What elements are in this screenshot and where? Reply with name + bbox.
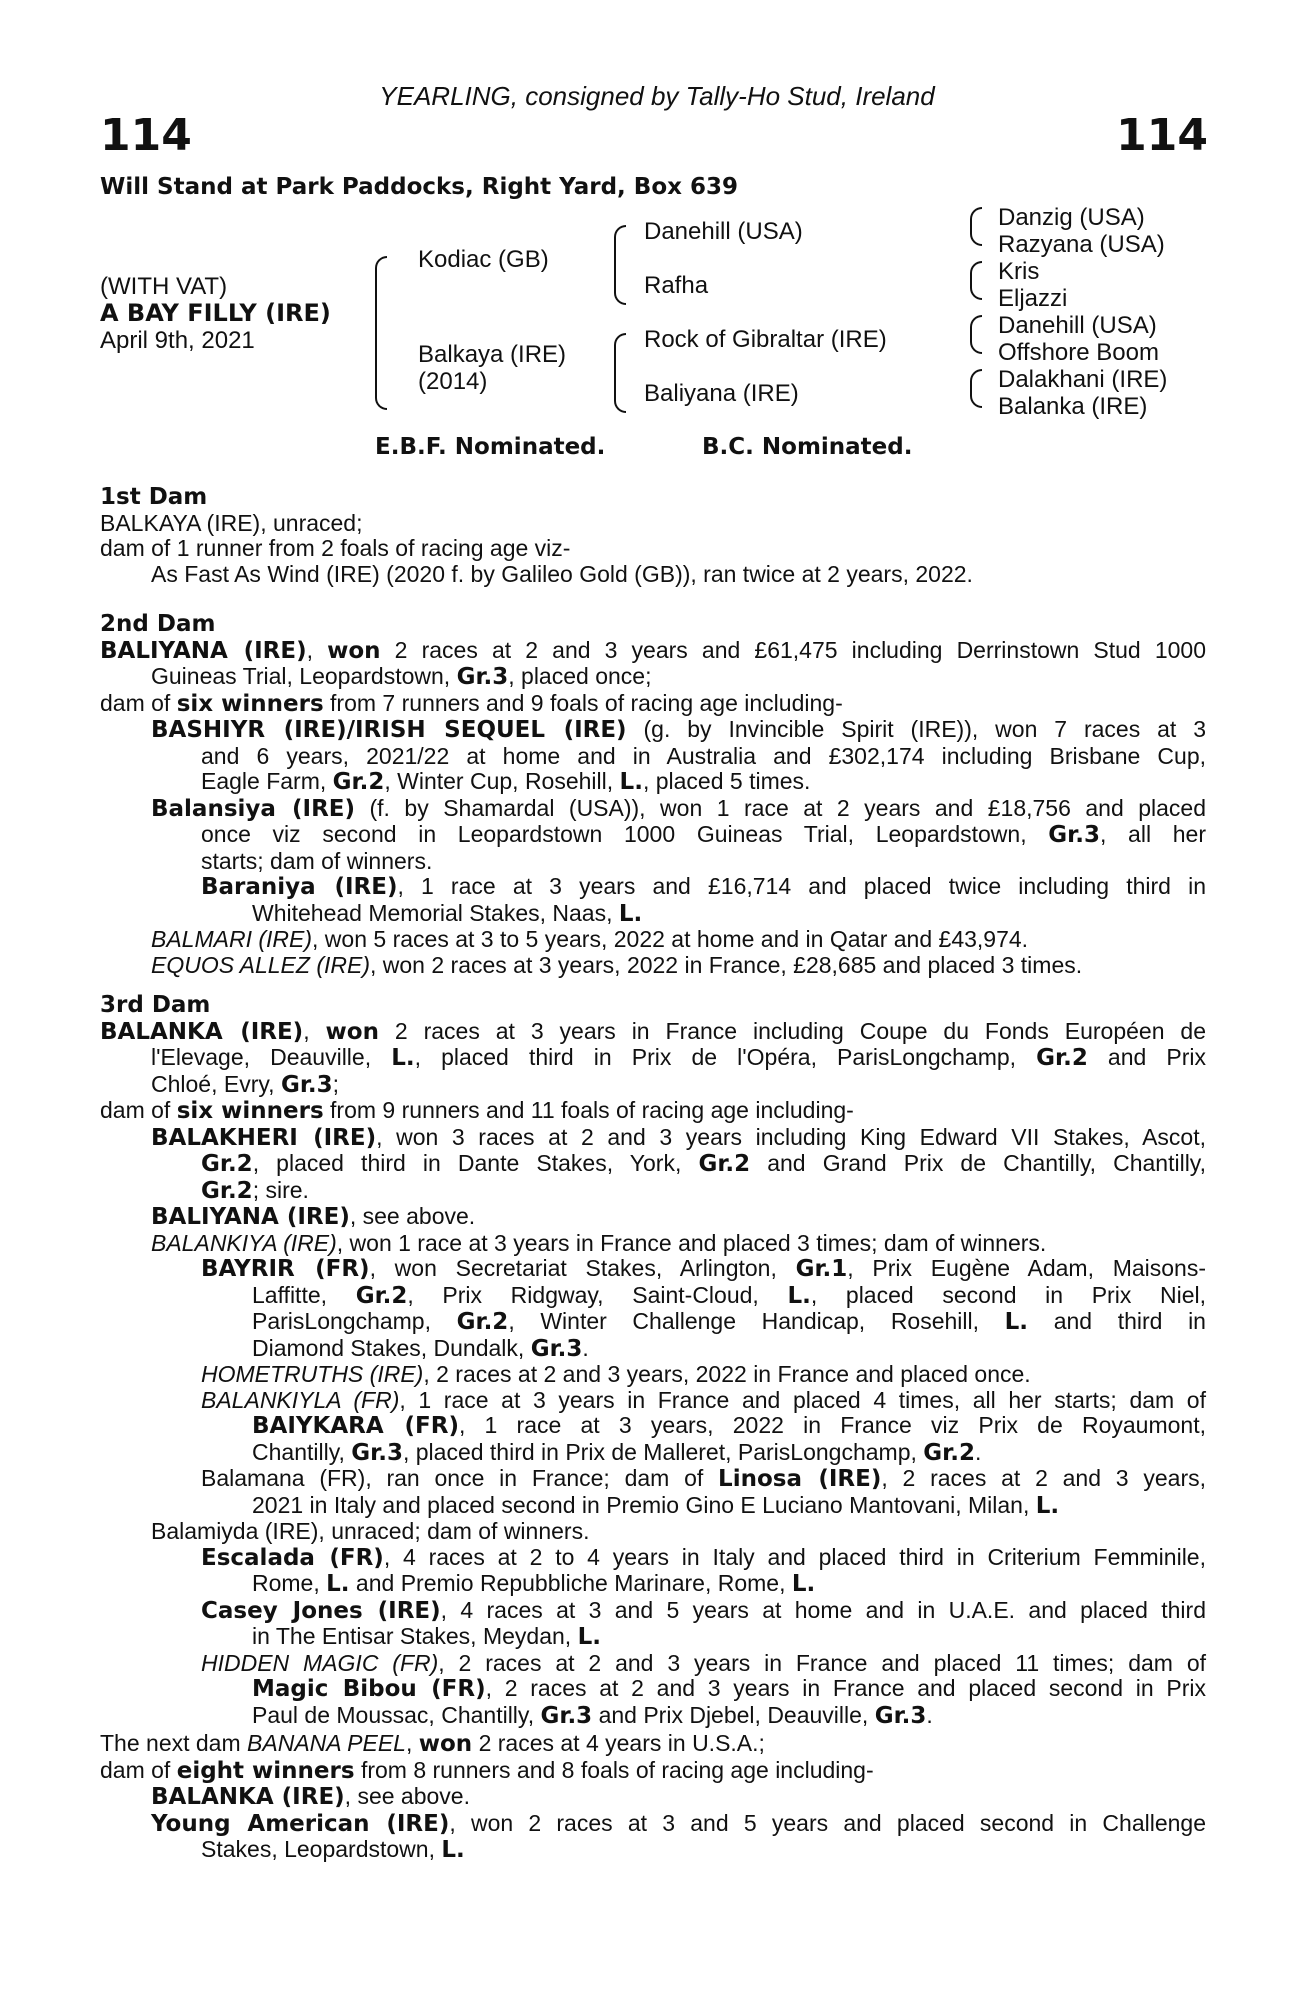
second-dam-line: BALIYANA (IRE), won 2 races at 2 and 3 years and £61,475 including Derrinstown Stud 1000: [100, 636, 1206, 664]
second-dam-line: BASHIYR (IRE)/IRISH SEQUEL (IRE) (g. by Invincible Spirit (IRE)), won 7 races at 3: [151, 716, 1206, 743]
third-dam-section: [100, 993, 1206, 1729]
vat-label: (WITH VAT): [100, 273, 228, 300]
pedigree-g2-3: Rock of Gibraltar (IRE): [644, 326, 887, 353]
pedigree-g3-8: Balanka (IRE): [998, 393, 1148, 420]
second-dam-line: once viz second in Leopardstown 1000 Guineas Trial, Leopardstown, Gr.3, all her: [201, 821, 1206, 848]
horse-name: BALAKHERI (IRE): [151, 1124, 377, 1151]
text-line: BALANKA (IRE), see above.: [151, 1783, 470, 1810]
text-line: Balamiyda (IRE), unraced; dam of winners.: [151, 1518, 590, 1544]
first-dam-section: [100, 485, 1206, 587]
horse-name: BALANKA (IRE): [151, 1784, 345, 1810]
pedigree-g3-7: Dalakhani (IRE): [998, 366, 1168, 393]
text-line: Gr.2; sire.: [201, 1176, 309, 1204]
pedigree-g3-5: Danehill (USA): [998, 312, 1157, 339]
text-line: Magic Bibou (FR), 2 races at 2 and 3 years in France and placed second in Prix: [252, 1675, 1206, 1702]
pedigree-g3-3: Kris: [998, 258, 1040, 285]
horse-name: Baraniya (IRE): [201, 874, 398, 900]
first-dam-line: dam of 1 runner from 2 foals of racing age viz-: [100, 535, 571, 561]
text-line: HIDDEN MAGIC (FR), 2 races at 2 and 3 years in France and placed 11 times; dam of: [201, 1649, 1206, 1676]
pedigree-brace-g3-4: [970, 369, 982, 408]
text-line: l'Elevage, Deauville, L., placed third in Prix de l'Opéra, ParisLongchamp, Gr.2 and Prix: [151, 1044, 1206, 1071]
pedigree-sire: Kodiac (GB): [418, 246, 549, 273]
lot-number-left: 114: [100, 110, 192, 161]
pedigree-brace-sire: [614, 225, 626, 305]
horse-name: A BAY FILLY (IRE): [100, 299, 331, 327]
text-line: Diamond Stakes, Dundalk, Gr.3.: [252, 1334, 589, 1362]
stand-location: Will Stand at Park Paddocks, Right Yard, Box 639: [100, 174, 738, 200]
first-dam-produce: As Fast As Wind (IRE) (2020 f. by Galileo Gold (GB)), ran twice at 2 years, 2022.: [151, 560, 973, 587]
second-dam-section: [100, 612, 1206, 978]
text-line: HOMETRUTHS (IRE), 2 races at 2 and 3 years, 2022 in France and placed once.: [201, 1361, 1031, 1387]
horse-name: Balansiya (IRE): [151, 795, 356, 822]
consignment-line: YEARLING, consigned by Tally-Ho Stud, Ireland: [379, 81, 935, 111]
next-dam-section: [100, 1731, 1206, 1864]
pedigree-g3-2: Razyana (USA): [998, 231, 1165, 258]
pedigree-brace-g3-3: [970, 315, 982, 354]
foaling-date: April 9th, 2021: [100, 327, 255, 354]
pedigree-g3-6: Offshore Boom: [998, 339, 1159, 366]
text-line: The next dam BANANA PEEL, won 2 races at 4 years in U.S.A.;: [100, 1730, 765, 1757]
text-line: dam of six winners from 9 runners and 11 foals of racing age including-: [100, 1097, 854, 1124]
second-dam-line: BALMARI (IRE), won 5 races at 3 to 5 years, 2022 at home and in Qatar and £43,974.: [151, 926, 1029, 952]
text-line: BAYRIR (FR), won Secretariat Stakes, Arlington, Gr.1, Prix Eugène Adam, Maisons-: [201, 1255, 1206, 1282]
third-dam-heading: 3rd Dam: [100, 992, 211, 1018]
second-dam-line: Guineas Trial, Leopardstown, Gr.3, placed once;: [151, 663, 652, 690]
horse-name: BAYRIR (FR): [201, 1256, 370, 1282]
pedigree-dam: Balkaya (IRE): [418, 341, 567, 368]
text-line: Balamana (FR), ran once in France; dam of Linosa (IRE), 2 races at 2 and 3 years,: [201, 1465, 1206, 1492]
text-line: BALANKIYA (IRE), won 1 race at 3 years in France and placed 3 times; dam of winners.: [151, 1229, 1047, 1256]
horse-name: BAIYKARA (FR): [252, 1413, 459, 1439]
horse-name: Young American (IRE): [151, 1810, 450, 1837]
ebf-nominated: E.B.F. Nominated.: [375, 434, 606, 460]
pedigree-g2-1: Danehill (USA): [644, 218, 803, 245]
second-dam-line: Balansiya (IRE) (f. by Shamardal (USA)), won 1 race at 2 years and £18,756 and placed: [151, 794, 1206, 822]
text-line: BALANKIYLA (FR), 1 race at 3 years in France and placed 4 times, all her starts; dam of: [201, 1386, 1206, 1413]
pedigree-g3-1: Danzig (USA): [998, 204, 1145, 231]
second-dam-line: Eagle Farm, Gr.2, Winter Cup, Rosehill, L., placed 5 times.: [201, 768, 811, 795]
bc-nominated: B.C. Nominated.: [702, 434, 913, 460]
pedigree-brace-g3-2: [970, 261, 982, 300]
second-dam-line: EQUOS ALLEZ (IRE), won 2 races at 3 years, 2022 in France, £28,685 and placed 3 times.: [151, 951, 1083, 978]
pedigree-brace-dam: [614, 333, 626, 413]
second-dam-line: dam of six winners from 7 runners and 9 foals of racing age including-: [100, 689, 843, 717]
second-dam-line: and 6 years, 2021/22 at home and in Australia and £302,174 including Brisbane Cup,: [201, 742, 1206, 769]
grade-label: Gr.3: [456, 664, 509, 690]
text-line: in The Entisar Stakes, Meydan, L.: [252, 1623, 601, 1650]
lot-number-right: 114: [1116, 110, 1208, 161]
horse-name: BALIYANA (IRE): [151, 1204, 350, 1230]
text-line: Stakes, Leopardstown, L.: [201, 1836, 465, 1863]
text-line: Laffitte, Gr.2, Prix Ridgway, Saint-Cloud, L., placed second in Prix Niel,: [252, 1281, 1206, 1309]
pedigree-g3-4: Eljazzi: [998, 285, 1068, 312]
text-line: Paul de Moussac, Chantilly, Gr.3 and Prix Djebel, Deauville, Gr.3.: [252, 1701, 933, 1729]
text-line: Escalada (FR), 4 races at 2 to 4 years in Italy and placed third in Criterium Femminile,: [201, 1543, 1206, 1571]
horse-name: BASHIYR (IRE)/IRISH SEQUEL (IRE): [151, 717, 627, 743]
first-dam-heading: 1st Dam: [100, 484, 208, 510]
text-line: Chantilly, Gr.3, placed third in Prix de Malleret, ParisLongchamp, Gr.2.: [252, 1438, 982, 1466]
pedigree-g2-2: Rafha: [644, 272, 709, 299]
horse-name: BALANKA (IRE): [100, 1018, 304, 1045]
text-line: Gr.2, placed third in Dante Stakes, York, Gr.2 and Grand Prix de Chantilly, Chantilly,: [201, 1150, 1206, 1177]
pedigree-brace-g3-1: [970, 207, 982, 246]
text-line: BALAKHERI (IRE), won 3 races at 2 and 3 years including King Edward VII Stakes, Ascot,: [151, 1123, 1206, 1151]
horse-name: Escalada (FR): [201, 1544, 384, 1571]
horse-name: Casey Jones (IRE): [201, 1597, 441, 1624]
text-line: BALANKA (IRE), won 2 races at 3 years in France including Coupe du Fonds Européen de: [100, 1017, 1206, 1045]
text-line: dam of eight winners from 8 runners and 8 foals of racing age including-: [100, 1756, 874, 1784]
first-dam-line: BALKAYA (IRE), unraced;: [100, 509, 363, 536]
horse-name: Magic Bibou (FR): [252, 1676, 486, 1702]
text-line: 2021 in Italy and placed second in Premio Gino E Luciano Mantovani, Milan, L.: [252, 1491, 1060, 1519]
second-dam-heading: 2nd Dam: [100, 611, 216, 637]
pedigree-g2-4: Baliyana (IRE): [644, 380, 799, 407]
pedigree-brace-main: [375, 256, 387, 410]
second-dam-line: Whitehead Memorial Stakes, Naas, L.: [252, 899, 643, 927]
text-line: Chloé, Evry, Gr.3;: [151, 1070, 340, 1098]
horse-name: BALIYANA (IRE): [100, 637, 307, 664]
text-line: Young American (IRE), won 2 races at 3 and 5 years and placed second in Challenge: [151, 1809, 1206, 1837]
text-line: ParisLongchamp, Gr.2, Winter Challenge Handicap, Rosehill, L. and third in: [252, 1308, 1206, 1335]
second-dam-line: starts; dam of winners.: [201, 847, 433, 874]
text-line: BALIYANA (IRE), see above.: [151, 1203, 476, 1230]
pedigree-dam-year: (2014): [418, 368, 488, 395]
text-line: Rome, L. and Premio Repubbliche Marinare, Rome, L.: [252, 1570, 816, 1597]
text-line: Casey Jones (IRE), 4 races at 3 and 5 years at home and in U.A.E. and placed third: [201, 1596, 1206, 1624]
second-dam-line: Baraniya (IRE), 1 race at 3 years and £16,714 and placed twice including third in: [201, 873, 1206, 900]
text-line: BAIYKARA (FR), 1 race at 3 years, 2022 in France viz Prix de Royaumont,: [252, 1412, 1206, 1439]
